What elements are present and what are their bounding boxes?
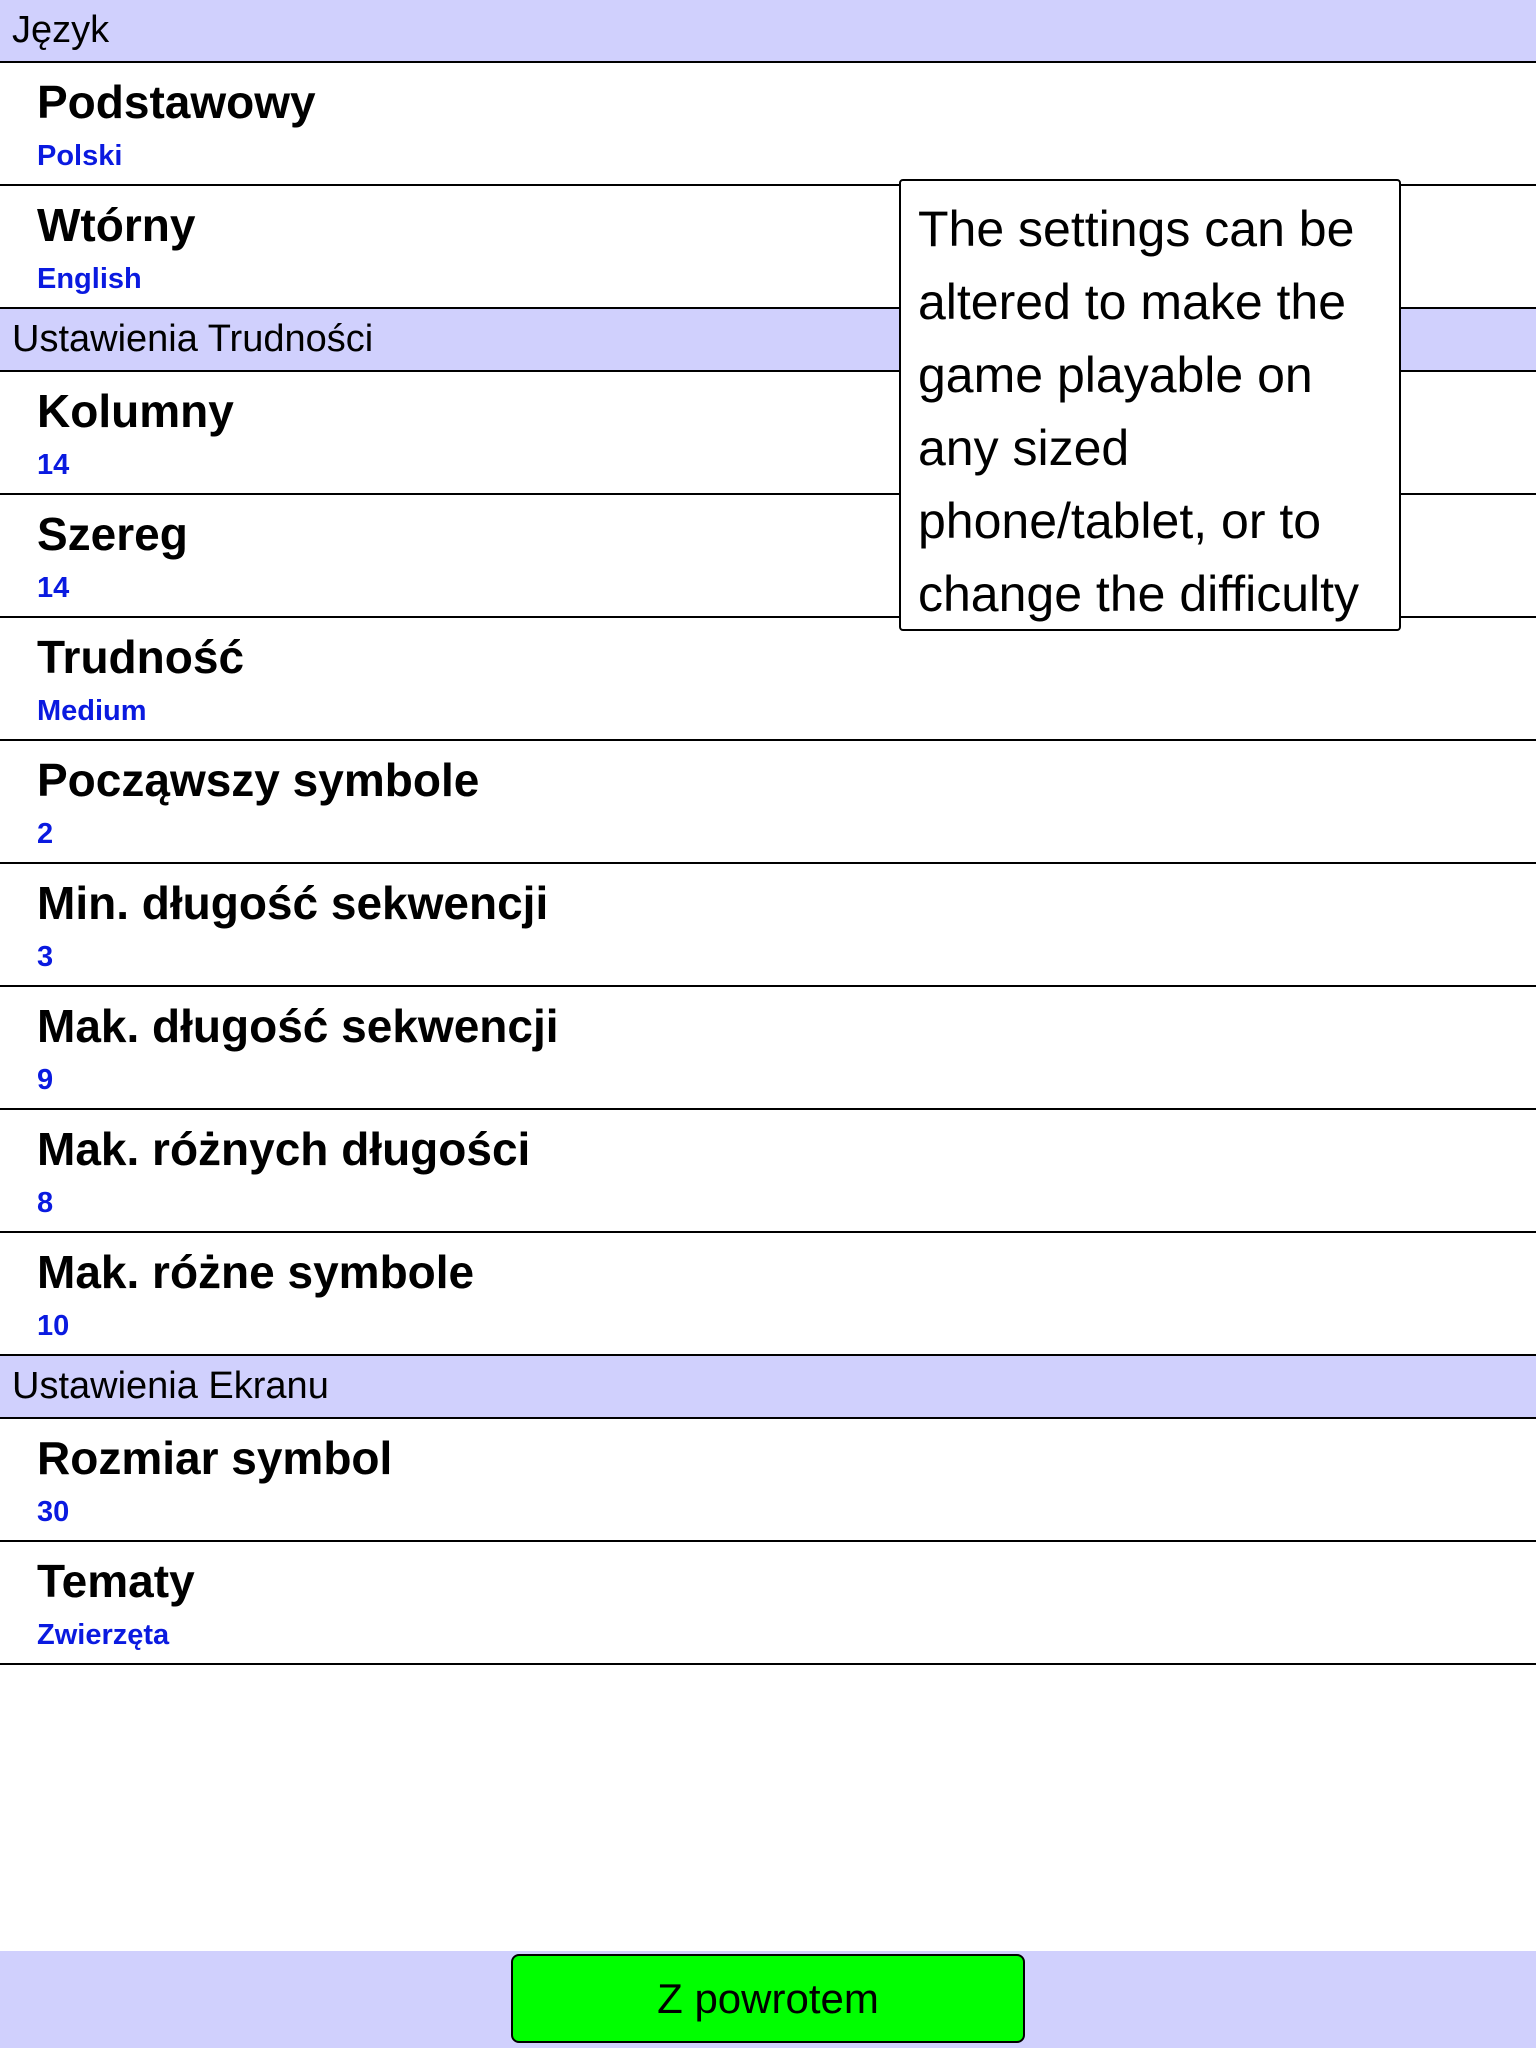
- pref-primary-language[interactable]: [0, 63, 1536, 186]
- pref-title: Mak. długość sekwencji: [37, 1000, 559, 1052]
- pref-value: 3: [37, 941, 54, 973]
- pref-value: Zwierzęta: [37, 1619, 170, 1651]
- tooltip-line: any sized: [918, 420, 1130, 476]
- section-header-language: Język: [0, 0, 1536, 63]
- pref-max-different-lengths[interactable]: [0, 1110, 1536, 1233]
- pref-difficulty[interactable]: [0, 618, 1536, 741]
- back-button[interactable]: Z powrotem: [511, 1954, 1025, 2043]
- pref-title: Trudność: [37, 631, 245, 683]
- pref-title: Podstawowy: [37, 76, 316, 128]
- pref-value: 2: [37, 818, 54, 850]
- tooltip-line: altered to make the: [918, 274, 1347, 330]
- pref-title: Tematy: [37, 1555, 195, 1607]
- pref-value: 9: [37, 1064, 54, 1096]
- pref-symbol-size[interactable]: [0, 1419, 1536, 1542]
- pref-max-different-symbols[interactable]: [0, 1233, 1536, 1356]
- tooltip-line: game playable on: [918, 347, 1313, 403]
- pref-title: Mak. różnych długości: [37, 1123, 531, 1175]
- pref-title: Począwszy symbole: [37, 754, 480, 806]
- pref-title: Rozmiar symbol: [37, 1432, 393, 1484]
- tooltip-line: phone/tablet, or to: [918, 493, 1322, 549]
- pref-max-sequence-length[interactable]: [0, 987, 1536, 1110]
- pref-value: 30: [37, 1496, 70, 1528]
- pref-value: English: [37, 263, 142, 295]
- pref-value: 14: [37, 449, 70, 481]
- pref-starting-symbols[interactable]: [0, 741, 1536, 864]
- pref-value: Polski: [37, 140, 123, 172]
- pref-value: 8: [37, 1187, 54, 1219]
- pref-title: Wtórny: [37, 199, 196, 251]
- pref-title: Min. długość sekwencji: [37, 877, 549, 929]
- tooltip-line: The settings can be: [918, 201, 1355, 257]
- pref-value: Medium: [37, 695, 147, 727]
- section-header-display: Ustawienia Ekranu: [0, 1356, 1536, 1419]
- pref-min-sequence-length[interactable]: [0, 864, 1536, 987]
- pref-title: Mak. różne symbole: [37, 1246, 475, 1298]
- pref-value: 10: [37, 1310, 70, 1342]
- bottom-bar: [0, 1951, 1536, 2048]
- pref-value: 14: [37, 572, 70, 604]
- tooltip-line: change the difficulty: [918, 566, 1360, 622]
- help-tooltip: [899, 179, 1401, 631]
- pref-title: Kolumny: [37, 385, 234, 437]
- section-header-difficulty: Ustawienia Trudności: [0, 309, 1536, 372]
- pref-title: Szereg: [37, 508, 188, 560]
- pref-themes[interactable]: [0, 1542, 1536, 1665]
